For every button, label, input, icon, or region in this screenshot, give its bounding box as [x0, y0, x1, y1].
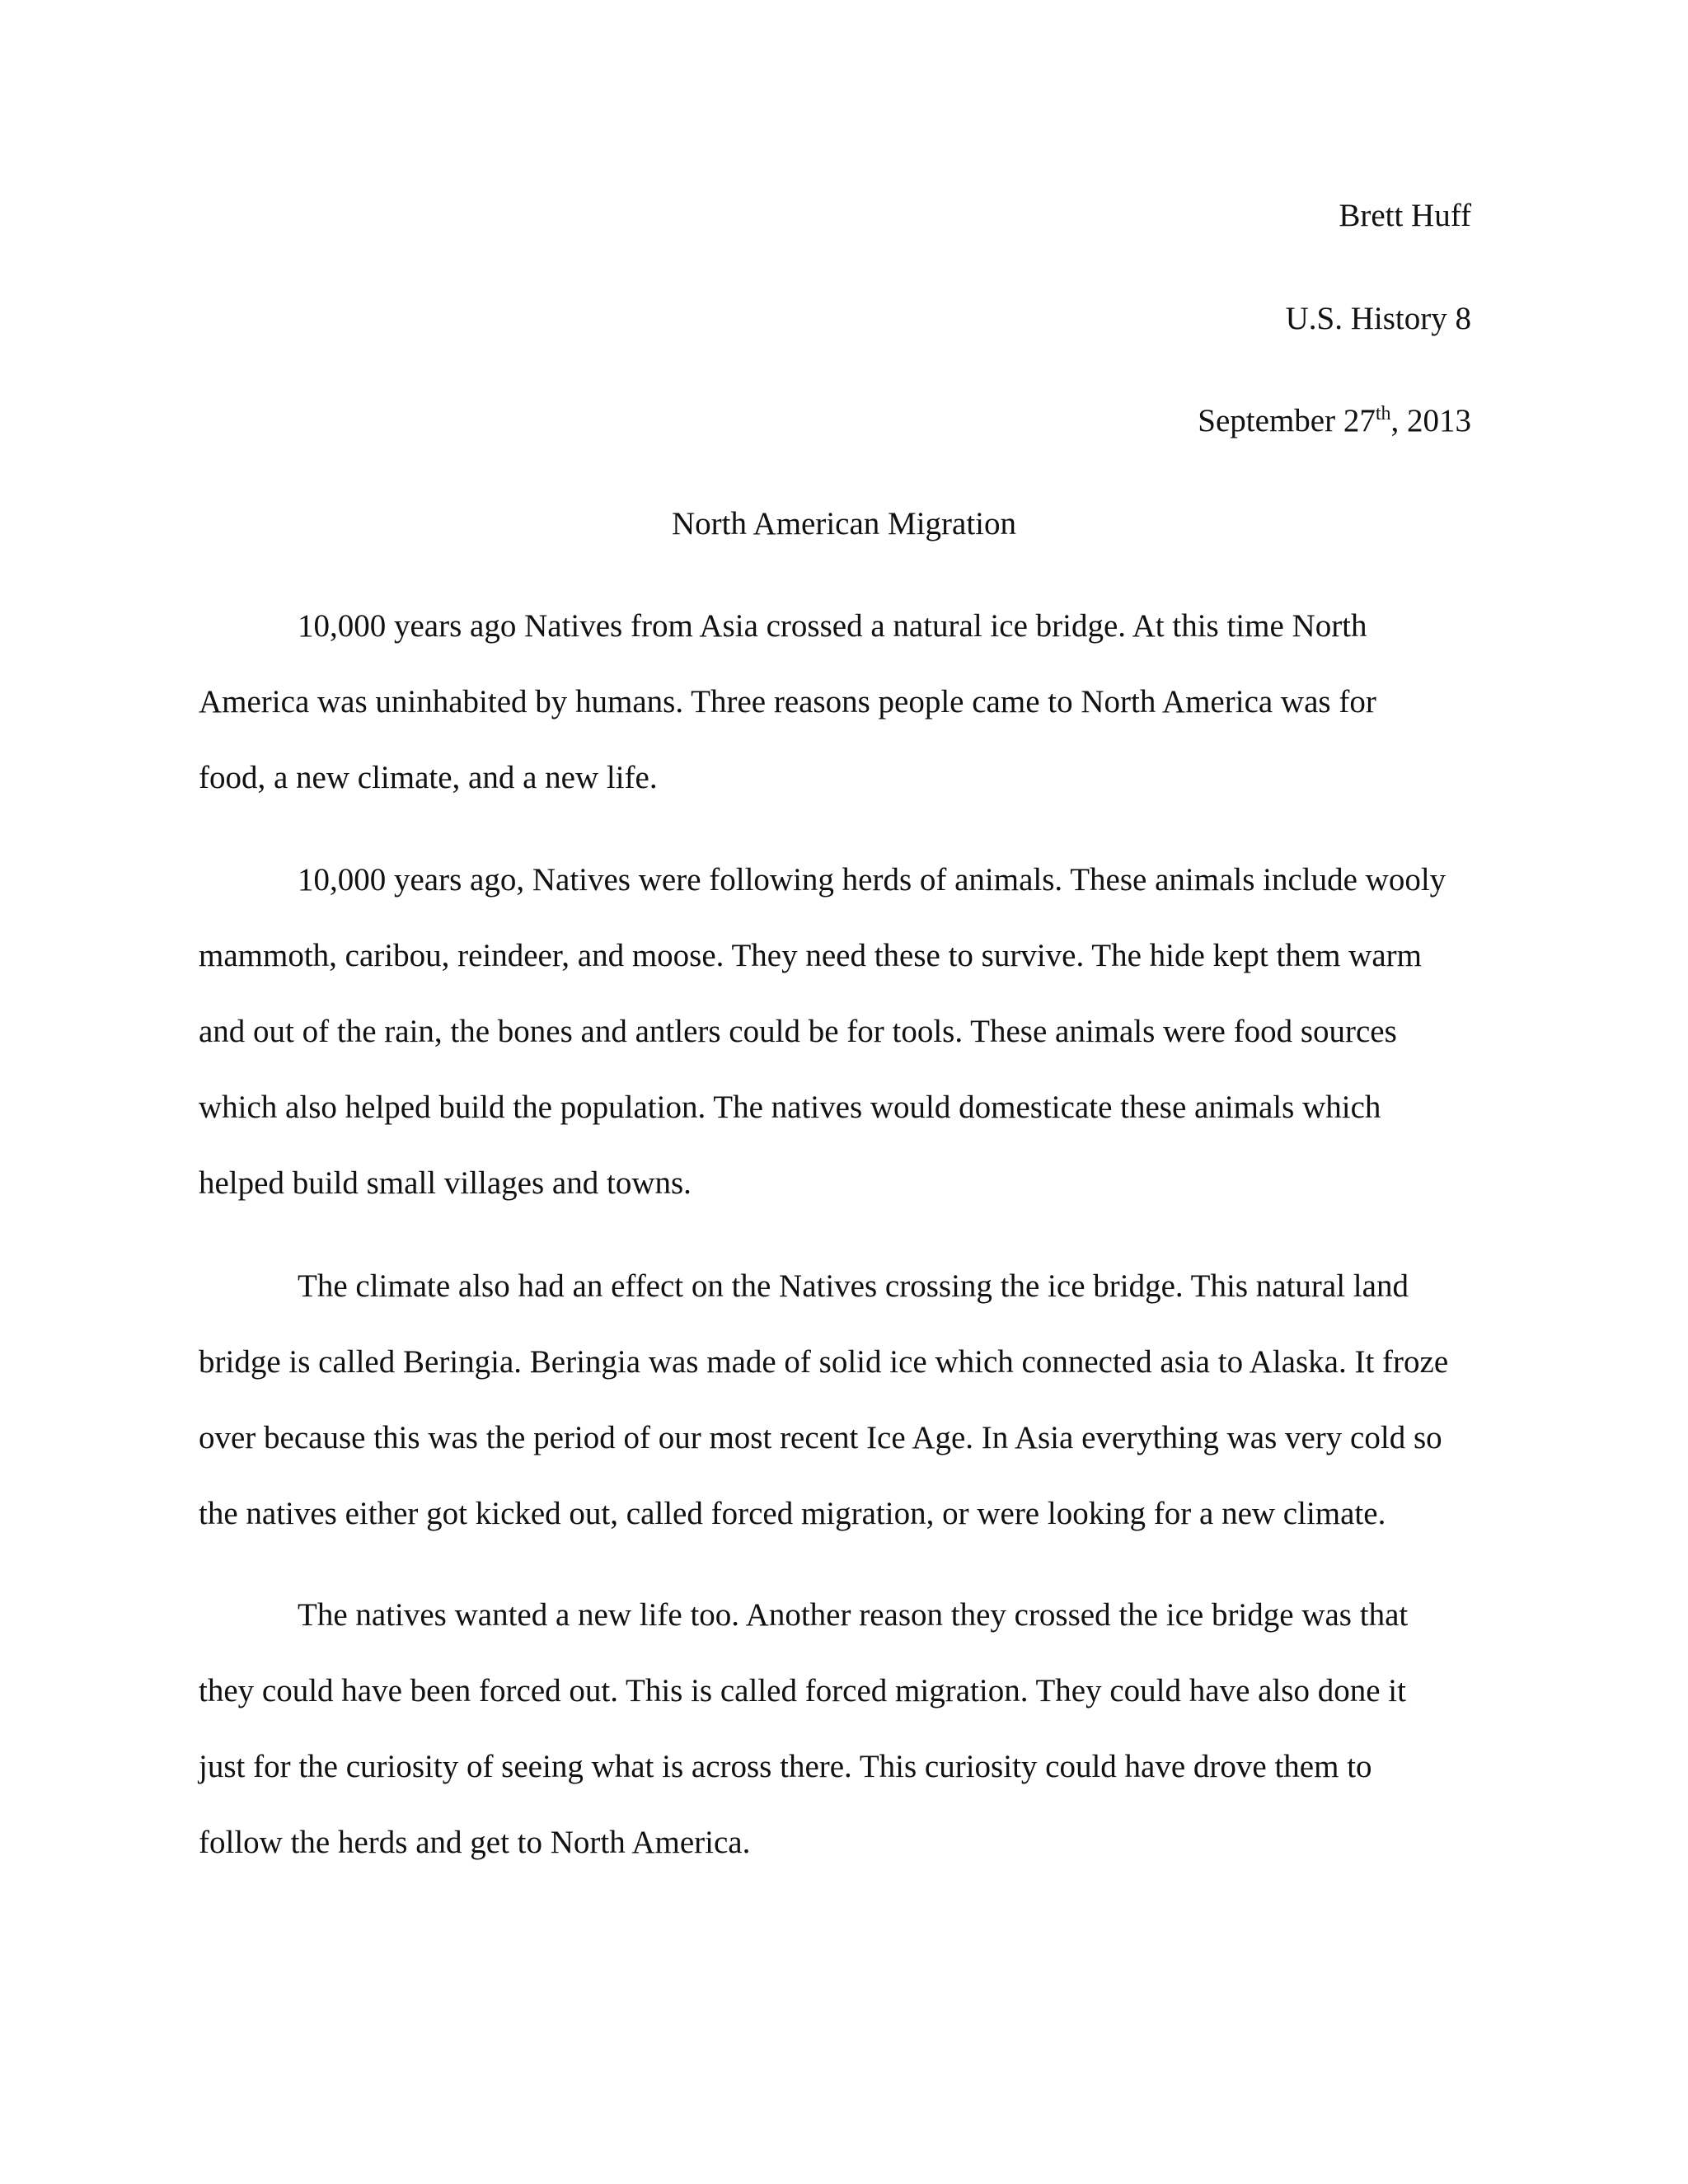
- paragraph-line: bridge is called Beringia. Beringia was made of solid ice which connected asia to Alaska. It froze: [199, 1344, 1449, 1380]
- course-name: U.S. History 8: [1285, 301, 1471, 336]
- paragraph-line: the natives either got kicked out, called forced migration, or were looking for a new climate.: [199, 1496, 1386, 1531]
- date-year: , 2013: [1390, 403, 1471, 438]
- paragraph-line: which also helped build the population. The natives would domesticate these animals which: [199, 1090, 1381, 1125]
- document-date: [1198, 401, 1471, 441]
- paragraph-line: they could have been forced out. This is called forced migration. They could have also done it: [199, 1673, 1406, 1708]
- paragraph-line: and out of the rain, the bones and antlers could be for tools. These animals were food sources: [199, 1014, 1397, 1049]
- paragraph-line: 10,000 years ago Natives from Asia crossed a natural ice bridge. At this time North: [298, 608, 1367, 644]
- paragraph-line: mammoth, caribou, reindeer, and moose. They need these to survive. The hide kept them warm: [199, 938, 1422, 973]
- paragraph-line: helped build small villages and towns.: [199, 1165, 692, 1201]
- paragraph-line: America was uninhabited by humans. Three reasons people came to North America was for: [199, 684, 1376, 719]
- paragraph-line: food, a new climate, and a new life.: [199, 760, 658, 795]
- date-month-day: September 27: [1198, 403, 1376, 438]
- paragraph-line: over because this was the period of our most recent Ice Age. In Asia everything was very cold so: [199, 1420, 1442, 1455]
- paragraph-line: just for the curiosity of seeing what is across there. This curiosity could have drove them to: [199, 1749, 1372, 1784]
- paragraph-line: The natives wanted a new life too. Another reason they crossed the ice bridge was that: [298, 1597, 1409, 1633]
- author-name: Brett Huff: [1339, 198, 1471, 233]
- document-title: North American Migration: [671, 506, 1017, 541]
- paragraph-line: The climate also had an effect on the Natives crossing the ice bridge. This natural land: [298, 1268, 1409, 1304]
- paragraph-line: follow the herds and get to North America.: [199, 1825, 751, 1860]
- date-ordinal-suffix: th: [1375, 403, 1391, 424]
- paragraph-line: 10,000 years ago, Natives were following herds of animals. These animals include wooly: [298, 862, 1447, 898]
